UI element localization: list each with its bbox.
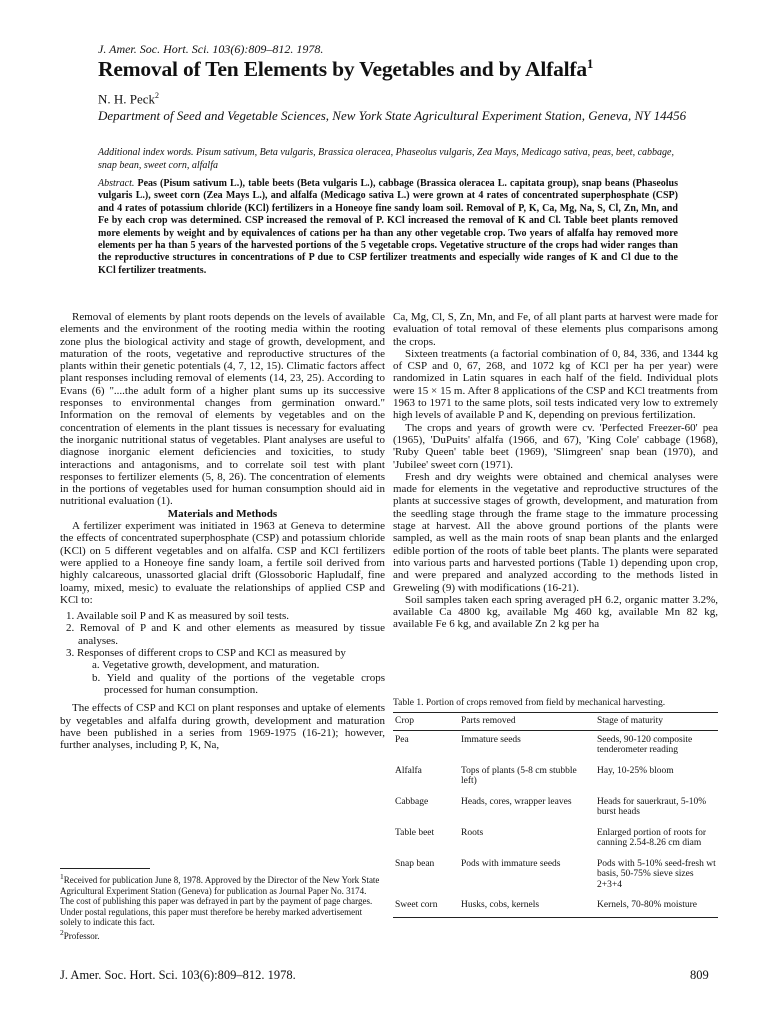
list-item-text: 3. Responses of different crops to CSP and KCl as measured by [66,647,346,660]
table-row [393,824,718,855]
right-paragraph-1: Ca, Mg, Cl, S, Zn, Mn, and Fe, of all plant parts at harvest were made for evaluation of total removal of these elements plus comparisons among the crops. [393,311,718,348]
table-row [393,793,718,824]
list-item [60,647,385,696]
footnote-1-cost: The cost of publishing this paper was defrayed in part by the payment of page charges. Under postal regulations, this paper must therefore be hereby marked advertisement solely to indicate this fact. [60,896,373,927]
table-cell: Cabbage [395,796,429,807]
table-grid [393,712,718,918]
footnote-1-text: Received for publication June 8, 1978. Approved by the Director of the New York State Agricultural Experiment Station (Geneva) for publication as Journal Paper No. 3174. [60,875,380,896]
affiliation: Department of Seed and Vegetable Sciences, New York State Agricultural Experiment Station, Geneva, NY 14456 [98,108,687,123]
right-paragraph-3: The crops and years of growth were cv. 'Perfected Freezer-60' pea (1965), 'DuPuits' alfalfa (1966, and 67), 'King Cole' cabbage (1968), 'Ruby Queen' table beet (1969), 'Slimgreen' snap bean (1970), and 'Jubilee' sweet corn (1971). [393,421,718,471]
abstract-text: Peas (Pisum sativum L.), table beets (Beta vulgaris L.), cabbage (Brassica oleracea L. capitata group), snap beans (Phaseolus vulgaris L.), sweet corn (Zea Mays L.), and alfalfa (Medicago sativa L.) were grown at 4 rates of concentrated superphosphate (CSP) and 4 rates of potassium chloride (KCl) fertilizers in a Honeoye fine sandy loam soil. Removal of P, K, Ca, Mg, Na, S, Cl, Zn, Mn, and Fe by each crop was determined. CSP increased the removal of P. KCl increased the removal of K and Cl. Table beet plants removed more elements by weight and by equivalences of cations per ha than any other vegetable crop. Two years of alfalfa hay removed more elements per ha than 5 years of the harvested portions of the 5 vegetable crops. Vegetative structure of the crops had wider ranges than the reproductive structures in concentrations of P due to CSP fertilizer treatments and especially wide ranges of K and Cl due to the KCl fertilizer treatments. [98,178,679,276]
right-paragraph-2: Sixteen treatments (a factorial combination of 0, 84, 336, and 1344 kg of CSP and 0, 67, 268, and 1072 kg of KCl per ha per year) were randomized in Latin squares in each half of the field. Individual plots were 15 × 15 m. After 8 applications of the CSP and KCl treatments from 1963 to 1971 to the same plots, soil tests indicated very low to extremely high levels of available P and K, depending on previous fertilization. [393,347,718,422]
table-row [393,896,718,917]
keywords-label: Additional index words. [98,147,194,158]
keywords-text: Pisum sativum, Beta vulgaris, Brassica oleracea, Phaseolus vulgaris, Zea Mays, Medicago sativa, peas, beet, cabbage, snap bean, sweet corn, alfalfa [98,147,674,171]
right-column [393,311,718,631]
table-header-cell: Parts removed [459,713,595,731]
table-cell: Enlarged portion of roots for canning 2.54-8.26 cm diam [597,827,707,848]
intro-paragraph: Removal of elements by plant roots depends on the levels of available elements and the environment of the rooting media within the rooting zone plus the biological activity and stage of growth, development, and maturation of the roots, vegetative and reproductive structures of the plants within their genetic potentials (4, 7, 12, 15). Climatic factors affect plant responses including removal of elements (14, 23, 25). According to Evans (6) "....the adult form of a higher plant sums up its successive responses to environmental changes from germination onward." Information on the removal of elements by vegetables and on the concentration of elements in the plant tissues is necessary for evaluating the inorganic nutritional status of vegetables. Plant analyses are useful to diagnose inorganic element deficiencies and toxicities, to study interactions and antagonisms, and to correlate soil test with plant responses to fertilizer elements (5, 8, 26). The concentration of elements in the portions of vegetables used for human consumption should aid in nutritional evaluation (1). [60,311,385,508]
table-header-cell: Stage of maturity [595,713,718,731]
list-item: 1. Available soil P and K as measured by soil tests. [66,610,290,623]
title-footnote-marker: 1 [586,56,594,71]
footer-citation: J. Amer. Soc. Hort. Sci. 103(6):809–812. 1978. [60,968,296,982]
table-cell: Seeds, 90-120 composite tenderometer reading [597,734,693,755]
right-paragraph-4: Fresh and dry weights were obtained and chemical analyses were made for elements in the vegetative and reproductive structures of the plants at successive stages of growth, development, and maturation from the seedling stage through the frame stage to the immature processing stage at harvest. All the above ground portions of the plants were sampled, as well as the main roots of snap bean plants and the enlarged edible portion of the roots of table beet plants. The plants were separated into various parts and harvested portions (Table 1) depending upon crop, and were prepared and analyzed according to the methods listed in Greweling (9) with modifications (16-21). [393,470,718,594]
table-cell: Alfalfa [395,765,422,776]
paper-title [98,56,698,82]
table-cell: Hay, 10-25% bloom [597,765,674,776]
table-cell: Heads for sauerkraut, 5-10% burst heads [597,796,707,817]
abstract [98,178,678,277]
table-1 [393,698,718,918]
methods-paragraph-1: A fertilizer experiment was initiated in 1963 at Geneva to determine the effects of concentrated superphosphate (CSP) and potassium chloride (KCl) on 5 different vegetables and on alfalfa. CSP and KCl fertilizers were applied to a Honeoye fine sandy loam, a fertile soil derived from highly calcareous, unassorted glacial drift (Glossoboric Hapludalf, fine loamy, mixed, mesic) to evaluate the relationships of applied CSP and KCl to: [60,520,385,606]
table-cell: Pods with immature seeds [461,858,561,869]
objectives-sublist [78,659,385,696]
page-number: 809 [690,968,709,982]
table-cell: Roots [461,827,484,838]
methods-heading: Materials and Methods [167,507,278,520]
table-row [393,762,718,793]
footnote-2: $^2$Professor. [60,927,100,941]
table-cell: Husks, cobs, kernels [459,896,595,917]
sublist-item: b. Yield and quality of the portions of the vegetable crops processed for human consumption. [92,671,385,696]
sublist-item: a. Vegetative growth, development, and maturation. [92,659,320,672]
table-header-cell: Crop [393,713,459,731]
table-caption: Table 1. Portion of crops removed from field by mechanical harvesting. [393,698,666,708]
table-cell: Sweet corn [393,896,459,917]
table-row [393,730,718,762]
author-name: N. H. Peck [98,91,156,107]
methods-paragraph-2: The effects of CSP and KCl on plant responses and uptake of elements by vegetables and alfalfa during growth, development and maturation have been published in a series from 1969-1975 (16-21); however, further analyses, including P, K, Na, [60,702,385,752]
table-cell: Tops of plants (5-8 cm stubble left) [461,765,577,786]
author-footnote-marker: 2 [155,91,160,100]
author [98,91,159,107]
table-row [393,855,718,897]
right-paragraph-5: Soil samples taken each spring averaged pH 6.2, organic matter 3.2%, available Ca 4800 kg, available Mg 460 kg, available Mn 82 kg, available Fe 6 kg, and available Zn 2 kg per ha [393,593,718,631]
footnote-1: $^1$Received for publication June 8, 1978. Approved by the Director of the New York State Agricultural Experiment Station (Geneva) for publication as Journal Paper No. 3174. [60,872,380,896]
abstract-label: Abstract. [98,178,135,189]
keywords [98,147,678,172]
objectives-list [60,610,385,696]
footnote-rule [60,868,150,869]
footnote-2-text: Professor. [63,930,100,941]
left-column [60,311,385,751]
list-item: 2. Removal of P and K and other elements as measured by tissue analyses. [66,622,385,647]
footnotes [60,868,385,941]
table-cell: Snap bean [395,858,435,869]
table-cell: Table beet [395,827,435,838]
journal-citation-header: J. Amer. Soc. Hort. Sci. 103(6):809–812. 1978. [98,42,324,56]
title-text: Removal of Ten Elements by Vegetables and by Alfalfa [98,57,587,82]
table-cell: Pea [395,734,409,745]
table-cell: Kernels, 70-80% moisture [595,896,718,917]
table-cell: Heads, cores, wrapper leaves [461,796,572,807]
table-cell: Pods with 5-10% seed-fresh wt basis, 50-75% sieve sizes 2+3+4 [597,858,716,890]
table-cell: Immature seeds [461,734,521,745]
table-header-row [393,713,718,731]
